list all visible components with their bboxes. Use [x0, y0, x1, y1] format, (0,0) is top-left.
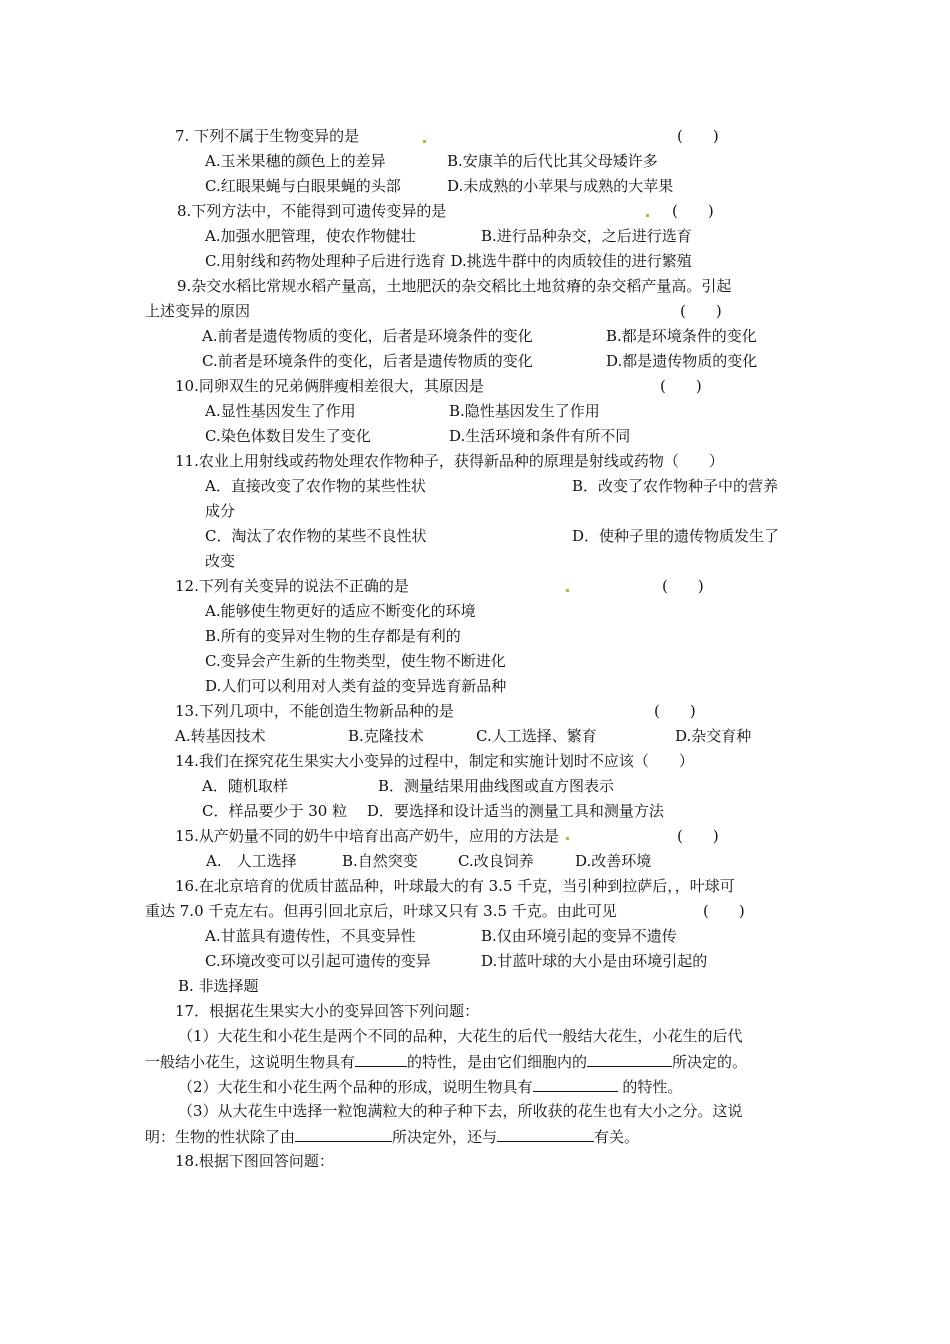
q17-part3-text-a: 明：生物的性状除了由 — [145, 1128, 296, 1146]
q10-answer-paren: ( ) — [660, 377, 702, 395]
q17-part3-line1: （3）从大花生中选择一粒饱满粒大的种子种下去，所收获的花生也有大小之分。这说 — [178, 1102, 743, 1120]
q7-stem: 7. 下列不属于生物变异的是 — [175, 127, 360, 145]
section-b-heading: B. 非选择题 — [178, 977, 259, 995]
q10-option-a: A.显性基因发生了作用 — [205, 402, 356, 420]
q16-stem-line2: 重达 7.0 千克左右。但再引回北京后，叶球又只有 3.5 千克。由此可见 — [145, 902, 617, 920]
q11-option-c: C．淘汰了农作物的某些不良性状 — [205, 527, 427, 545]
q12-answer-paren: ( ) — [662, 577, 704, 595]
q7-option-c: C.红眼果蝇与白眼果蝇的头部 — [205, 177, 401, 195]
q15-option-d: D.改善环境 — [575, 852, 652, 870]
q18-stem: 18.根据下图回答问题： — [175, 1152, 334, 1170]
scan-mark — [566, 589, 569, 592]
q17-part3-text-c: 有关。 — [594, 1128, 640, 1146]
q13-answer-paren: ( ) — [654, 702, 696, 720]
q15-option-a: A. 人工选择 — [206, 852, 297, 870]
q15-option-c: C.改良饲养 — [458, 852, 534, 870]
q10-option-b: B.隐性基因发生了作用 — [449, 402, 600, 420]
q15-option-b: B.自然突变 — [342, 852, 418, 870]
q12-option-b: B.所有的变异对生物的生存都是有利的 — [205, 627, 461, 645]
q9-stem: 9.杂交水稻比常规水稻产量高，土地肥沃的杂交稻比土地贫瘠的杂交稻产量高。引起 — [177, 277, 732, 295]
q17-part3-text-b: 所决定外，还与 — [392, 1128, 498, 1146]
q12-option-d: D.人们可以利用对人类有益的变异选育新品种 — [205, 677, 507, 695]
q10-option-c: C.染色体数目发生了变化 — [205, 427, 371, 445]
scan-mark — [566, 837, 569, 840]
q16-option-a: A.甘蓝具有遗传性，不具变异性 — [205, 927, 416, 945]
q11-option-d: D．使种子里的遗传物质发生了 — [572, 527, 780, 545]
q17-part1-text-c: 所决定的。 — [672, 1053, 748, 1071]
q17-part2-text-a: （2）大花生和小花生两个品种的形成，说明生物具有 — [178, 1078, 533, 1096]
q10-option-d: D.生活环境和条件有所不同 — [449, 427, 631, 445]
q17-blank-2[interactable] — [587, 1051, 672, 1067]
q7-answer-paren: ( ) — [677, 127, 719, 145]
q8-option-cd: C.用射线和药物处理种子后进行选育 D.挑选牛群中的肉质较佳的进行繁殖 — [205, 252, 692, 270]
q17-part1-line2 — [145, 1051, 747, 1072]
q16-answer-paren: ( ) — [703, 902, 745, 920]
q9-option-d: D.都是遗传物质的变化 — [606, 352, 758, 370]
q9-option-b: B.都是环境条件的变化 — [606, 327, 757, 345]
scan-mark — [646, 214, 649, 217]
scan-mark — [423, 140, 426, 143]
q9-answer-paren: ( ) — [680, 302, 722, 320]
q12-stem: 12.下列有关变异的说法不正确的是 — [175, 577, 409, 595]
q7-option-a: A.玉米果穗的颜色上的差异 — [205, 152, 386, 170]
q13-option-a: A.转基因技术 — [175, 727, 266, 745]
q14-option-a: A．随机取样 — [202, 777, 288, 795]
q17-part3-line2 — [145, 1126, 639, 1147]
q14-stem: 14.我们在探究花生果实大小变异的过程中，制定和实施计划时不应该（ ） — [175, 752, 694, 770]
q17-blank-1[interactable] — [355, 1051, 407, 1067]
q13-option-d: D.杂交育种 — [675, 727, 752, 745]
q9-option-c: C.前者是环境条件的变化，后者是遗传物质的变化 — [202, 352, 533, 370]
q17-part1-line1: （1）大花生和小花生是两个不同的品种，大花生的后代一般结大花生，小花生的后代 — [178, 1027, 743, 1045]
q17-part1-text-a: 一般结小花生，这说明生物具有 — [145, 1053, 356, 1071]
q13-option-c: C.人工选择、繁育 — [476, 727, 597, 745]
q16-stem: 16.在北京培育的优质甘蓝品种，叶球最大的有 3.5 千克，当引种到拉萨后，，叶球可 — [175, 877, 735, 895]
q8-option-b: B.进行品种杂交，之后进行选育 — [481, 227, 692, 245]
q10-stem: 10.同卵双生的兄弟俩胖瘦相差很大，其原因是 — [175, 377, 484, 395]
q16-option-d: D.甘蓝叶球的大小是由环境引起的 — [481, 952, 708, 970]
q16-option-b: B.仅由环境引起的变异不遗传 — [481, 927, 677, 945]
q11-option-b-cont: 成分 — [205, 502, 236, 520]
q17-part1-text-b: 的特性，是由它们细胞内的 — [407, 1053, 588, 1071]
q15-stem: 15.从产奶量不同的奶牛中培育出高产奶牛，应用的方法是 — [175, 827, 559, 845]
q15-answer-paren: ( ) — [677, 827, 719, 845]
q17-blank-3[interactable] — [533, 1076, 618, 1092]
q7-option-b: B.安康羊的后代比其父母矮许多 — [447, 152, 658, 170]
q11-option-b: B．改变了农作物种子中的营养 — [572, 477, 779, 495]
q17-part2-line — [178, 1076, 682, 1097]
q17-part2-text-b: 的特性。 — [617, 1078, 683, 1096]
q8-stem: 8.下列方法中，不能得到可遗传变异的是 — [177, 202, 447, 220]
q13-stem: 13.下列几项中，不能创造生物新品种的是 — [175, 702, 454, 720]
q9-option-a: A.前者是遗传物质的变化，后者是环境条件的变化 — [202, 327, 533, 345]
q8-option-a: A.加强水肥管理，使农作物健壮 — [205, 227, 416, 245]
q14-option-b: B．测量结果用曲线图或直方图表示 — [378, 777, 615, 795]
q12-option-a: A.能够使生物更好的适应不断变化的环境 — [205, 602, 476, 620]
q13-option-b: B.克隆技术 — [348, 727, 424, 745]
q11-option-d-cont: 改变 — [205, 552, 236, 570]
q9-stem-line2: 上述变异的原因 — [145, 302, 251, 320]
q17-blank-4[interactable] — [295, 1126, 392, 1142]
q12-option-c: C.变异会产生新的生物类型，使生物不断进化 — [205, 652, 506, 670]
q16-option-c: C.环境改变可以引起可遗传的变异 — [205, 952, 431, 970]
q14-option-cd: C．样品要少于 30 粒 D．要选择和设计适当的测量工具和测量方法 — [202, 802, 664, 820]
q7-option-d: D.未成熟的小苹果与成熟的大苹果 — [447, 177, 674, 195]
q17-stem: 17．根据花生果实大小的变异回答下列问题： — [175, 1002, 480, 1020]
q8-answer-paren: ( ) — [672, 202, 714, 220]
q17-blank-5[interactable] — [497, 1126, 594, 1142]
q11-option-a: A．直接改变了农作物的某些性状 — [205, 477, 426, 495]
q11-stem: 11.农业上用射线或药物处理农作物种子，获得新品种的原理是射线或药物（ ） — [175, 452, 724, 470]
